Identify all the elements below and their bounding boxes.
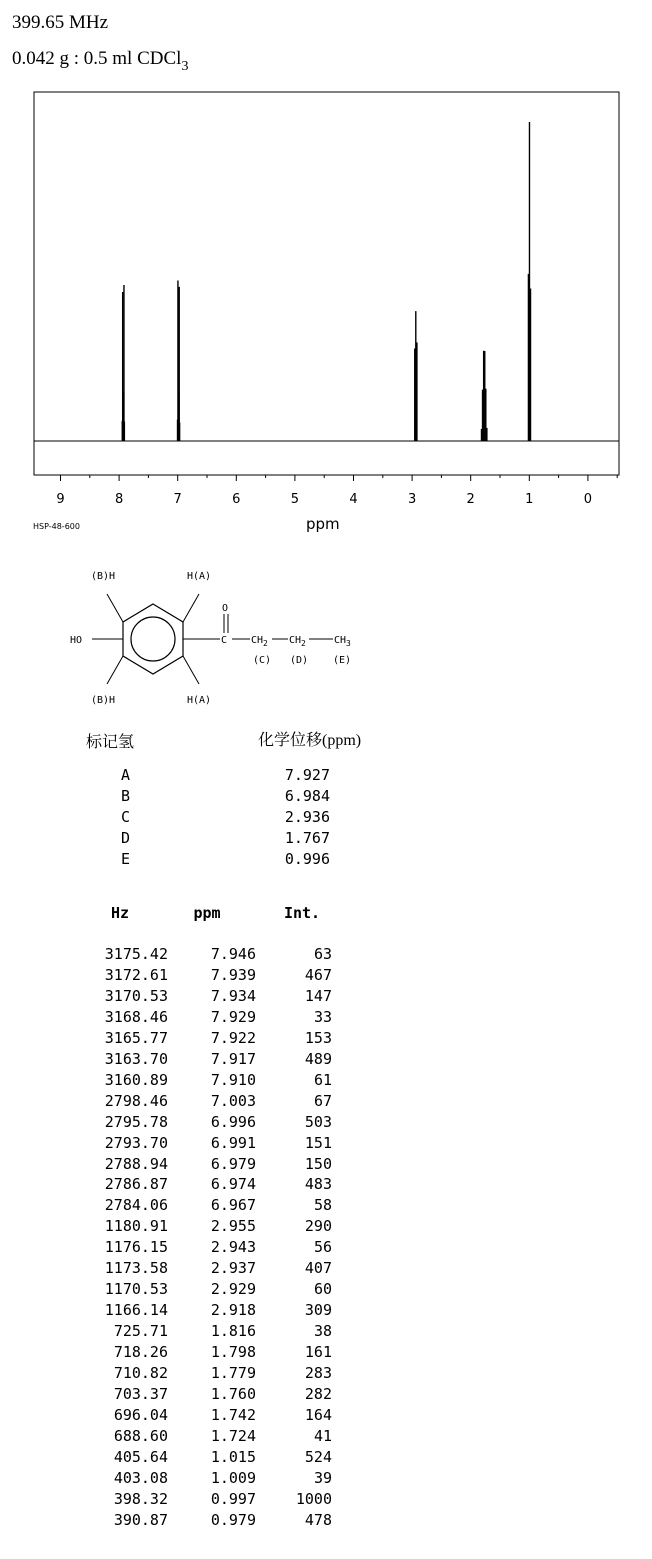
- peak-lines: [122, 122, 530, 441]
- peak-ppm-cell: 6.996: [210, 1112, 256, 1131]
- peak-hz-cell: 696.04: [113, 1405, 168, 1424]
- peak-int-cell: 503: [304, 1112, 332, 1131]
- peak-hz-cell: 1173.58: [104, 1259, 168, 1278]
- assignment-shift: 2.936: [284, 808, 330, 826]
- assignment-row: [0, 787, 400, 808]
- plot-frame: [34, 92, 619, 475]
- peak-hz-cell: 3172.61: [104, 965, 168, 984]
- peak-hz-cell: 725.71: [113, 1322, 168, 1341]
- x-tick-label: 8: [114, 492, 124, 507]
- ch2-c-text: CH: [251, 635, 264, 646]
- peak-ppm-cell: 2.943: [210, 1238, 256, 1257]
- peak-ppm-cell: 7.934: [210, 986, 256, 1005]
- carbonyl-carbon-label: C: [221, 635, 228, 646]
- peak-hz-cell: 3165.77: [104, 1028, 168, 1047]
- bond-h-b-bottom: [107, 656, 123, 684]
- table-row: [0, 1134, 400, 1155]
- peak-ppm-cell: 1.724: [210, 1426, 256, 1445]
- peak-hz-cell: 398.32: [113, 1489, 168, 1508]
- assignment-shift: 0.996: [284, 850, 330, 868]
- peak-table-ppm-header: ppm: [193, 904, 221, 922]
- peak-int-cell: 39: [313, 1468, 332, 1487]
- molecule-structure: [0, 560, 380, 710]
- peak-ppm-cell: 7.917: [210, 1049, 256, 1068]
- position-c-label: (C): [253, 655, 272, 666]
- peak-ppm-cell: 7.929: [210, 1007, 256, 1026]
- peak-int-cell: 164: [304, 1405, 332, 1424]
- peak-int-cell: 153: [304, 1028, 332, 1047]
- peak-int-cell: 63: [313, 945, 332, 963]
- peak-ppm-cell: 1.009: [210, 1468, 256, 1487]
- x-tick-label: 7: [173, 492, 182, 507]
- table-row: [0, 1175, 400, 1196]
- assignment-label: D: [121, 829, 131, 847]
- x-axis-label: ppm: [306, 515, 340, 533]
- peak-int-cell: 60: [313, 1280, 332, 1299]
- benzene-ring: [123, 604, 183, 674]
- h-a-top-label: H(A): [187, 571, 212, 582]
- x-tick-label: 9: [56, 492, 65, 507]
- peak-int-cell: 58: [313, 1196, 332, 1215]
- peak-ppm-cell: 1.742: [210, 1405, 256, 1424]
- assignment-label: E: [121, 850, 131, 868]
- peak-ppm-cell: 1.798: [210, 1343, 256, 1362]
- table-row: [0, 1364, 400, 1385]
- peak-hz-cell: 3170.53: [104, 986, 168, 1005]
- sample-text: 0.042 g : 0.5 ml CDCl: [12, 48, 182, 69]
- peak-hz-cell: 3163.70: [104, 1049, 168, 1068]
- ch3-e-label: [334, 635, 351, 648]
- peak-hz-cell: 2795.78: [104, 1112, 168, 1131]
- peak-hz-cell: 2798.46: [104, 1091, 168, 1110]
- peak-int-cell: 483: [304, 1175, 332, 1194]
- spectrometer-frequency: 399.65 MHz: [12, 12, 109, 33]
- ch3-e-text: CH: [334, 635, 347, 646]
- table-row: [0, 1385, 400, 1406]
- h-b-top-label: (B)H: [91, 571, 116, 582]
- ch2-d-text: CH: [289, 635, 302, 646]
- assignment-shift: 7.927: [284, 766, 330, 784]
- assignment-shift-header: 化学位移(ppm): [258, 732, 362, 749]
- peak-int-cell: 151: [304, 1133, 332, 1152]
- table-row: [0, 1092, 400, 1113]
- table-row: [0, 1406, 400, 1427]
- peak-int-cell: 489: [304, 1049, 332, 1068]
- peak-int-cell: 1000: [295, 1489, 332, 1508]
- table-row: [0, 1490, 400, 1511]
- peak-hz-cell: 1166.14: [104, 1301, 168, 1320]
- table-row: [0, 1217, 400, 1238]
- axis-ticks: [61, 475, 618, 481]
- table-row: [0, 1238, 400, 1259]
- ch2-d-subscript: 2: [301, 639, 306, 648]
- sample-subscript: 3: [181, 59, 189, 74]
- peak-hz-cell: 688.60: [113, 1426, 168, 1445]
- peak-int-cell: 524: [304, 1447, 332, 1466]
- x-tick-label: 4: [349, 492, 358, 507]
- x-tick-label: 2: [466, 492, 475, 507]
- peak-hz-cell: 710.82: [113, 1364, 168, 1382]
- peak-ppm-cell: 1.816: [210, 1322, 256, 1341]
- assignment-shift: 6.984: [284, 787, 330, 805]
- table-row: [0, 1322, 400, 1343]
- hydroxyl-label: HO: [70, 635, 83, 646]
- table-row: [0, 1029, 400, 1050]
- peak-ppm-cell: 1.779: [210, 1364, 256, 1382]
- peak-ppm-cell: 7.003: [210, 1091, 256, 1110]
- x-tick-label: 5: [290, 492, 300, 507]
- peak-int-cell: 290: [304, 1217, 332, 1236]
- peak-ppm-cell: 2.937: [210, 1259, 256, 1278]
- peak-hz-cell: 1180.91: [104, 1217, 168, 1236]
- ch2-c-subscript: 2: [263, 639, 268, 648]
- peak-ppm-cell: 2.929: [210, 1280, 256, 1299]
- peak-ppm-cell: 7.910: [210, 1070, 256, 1089]
- x-tick-label: 3: [407, 492, 417, 507]
- table-row: [0, 1259, 400, 1280]
- peak-int-cell: 41: [313, 1426, 332, 1445]
- assignment-row: [0, 850, 400, 871]
- table-row: [0, 1511, 400, 1532]
- peak-int-cell: 282: [304, 1384, 332, 1403]
- peak-int-cell: 61: [313, 1070, 332, 1089]
- peak-int-cell: 33: [313, 1007, 332, 1026]
- ch2-c-label: [251, 635, 268, 648]
- assignment-row: [0, 808, 400, 829]
- assignment-label-header: 标记氢: [86, 734, 135, 751]
- peak-int-cell: 407: [304, 1259, 332, 1278]
- oxygen-label: O: [222, 603, 229, 614]
- ch2-d-label: [289, 635, 306, 648]
- table-row: [0, 1008, 400, 1029]
- peak-hz-cell: 2793.70: [104, 1133, 168, 1152]
- peak-ppm-cell: 0.997: [210, 1489, 256, 1508]
- assignment-label: B: [121, 787, 131, 805]
- peak-hz-cell: 3175.42: [104, 945, 168, 963]
- table-row: [0, 945, 400, 966]
- peak-hz-cell: 3160.89: [104, 1070, 168, 1089]
- position-e-label: (E): [333, 655, 352, 666]
- peak-hz-cell: 718.26: [113, 1343, 168, 1362]
- bond-h-a-bottom: [183, 656, 199, 684]
- table-row: [0, 1050, 400, 1071]
- spectrum-code: HSP-48-600: [33, 522, 80, 531]
- peak-table-int-header: Int.: [283, 904, 321, 922]
- assignment-row: [0, 829, 400, 850]
- table-row: [0, 1071, 400, 1092]
- peak-int-cell: 150: [304, 1154, 332, 1173]
- x-tick-label: 0: [583, 492, 593, 507]
- peak-ppm-cell: 2.918: [210, 1301, 256, 1320]
- peak-hz-cell: 3168.46: [104, 1007, 168, 1026]
- table-row: [0, 1196, 400, 1217]
- aromatic-circle: [131, 617, 175, 661]
- peak-ppm-cell: 0.979: [210, 1510, 256, 1529]
- peak-hz-cell: 403.08: [113, 1468, 168, 1487]
- peak-ppm-cell: 2.955: [210, 1217, 256, 1236]
- table-row: [0, 1113, 400, 1134]
- peak-int-cell: 467: [304, 965, 332, 984]
- peak-hz-cell: 1176.15: [104, 1238, 168, 1257]
- table-row: [0, 1448, 400, 1469]
- nmr-spectrum-chart: [0, 0, 652, 512]
- bond-h-a-top: [183, 594, 199, 622]
- peak-hz-cell: 405.64: [113, 1447, 168, 1466]
- peak-int-cell: 283: [304, 1364, 332, 1382]
- peak-int-cell: 478: [304, 1510, 332, 1529]
- table-row: [0, 1280, 400, 1301]
- bond-h-b-top: [107, 594, 123, 622]
- peak-ppm-cell: 7.939: [210, 965, 256, 984]
- peak-hz-cell: 2788.94: [104, 1154, 168, 1173]
- assignment-label: A: [121, 766, 131, 784]
- peak-ppm-cell: 6.974: [210, 1175, 256, 1194]
- peak-hz-cell: 2786.87: [104, 1175, 168, 1194]
- assignment-label: C: [121, 808, 131, 826]
- table-row: [0, 1427, 400, 1448]
- peak-int-cell: 161: [304, 1343, 332, 1362]
- ch3-e-subscript: 3: [346, 639, 351, 648]
- table-row: [0, 987, 400, 1008]
- table-row: [0, 1469, 400, 1490]
- position-d-label: (D): [290, 655, 309, 666]
- peak-ppm-cell: 6.979: [210, 1154, 256, 1173]
- assignment-row: [0, 766, 400, 787]
- x-tick-label: 1: [525, 492, 534, 507]
- h-b-bottom-label: (B)H: [91, 695, 116, 706]
- peak-ppm-cell: 7.946: [210, 945, 256, 963]
- peak-hz-cell: 1170.53: [104, 1280, 168, 1299]
- peak-ppm-cell: 7.922: [210, 1028, 256, 1047]
- table-row: [0, 966, 400, 987]
- table-row: [0, 1155, 400, 1176]
- table-row: [0, 1301, 400, 1322]
- peak-ppm-cell: 6.991: [210, 1133, 256, 1152]
- peak-int-cell: 309: [304, 1301, 332, 1320]
- table-row: [0, 1343, 400, 1364]
- assignment-shift: 1.767: [284, 829, 330, 847]
- peak-int-cell: 56: [313, 1238, 332, 1257]
- peak-int-cell: 67: [313, 1091, 332, 1110]
- x-tick-label: 6: [232, 492, 241, 507]
- h-a-bottom-label: H(A): [187, 695, 212, 706]
- peak-hz-cell: 390.87: [113, 1510, 168, 1529]
- peak-int-cell: 147: [304, 986, 332, 1005]
- peak-hz-cell: 703.37: [113, 1384, 168, 1403]
- peak-int-cell: 38: [313, 1322, 332, 1341]
- peak-table-hz-header: Hz: [110, 904, 130, 922]
- peak-ppm-cell: 1.760: [210, 1384, 256, 1403]
- axis-tick-labels: [56, 492, 592, 507]
- peak-ppm-cell: 1.015: [210, 1447, 256, 1466]
- peak-hz-cell: 2784.06: [104, 1196, 168, 1215]
- peak-ppm-cell: 6.967: [210, 1196, 256, 1215]
